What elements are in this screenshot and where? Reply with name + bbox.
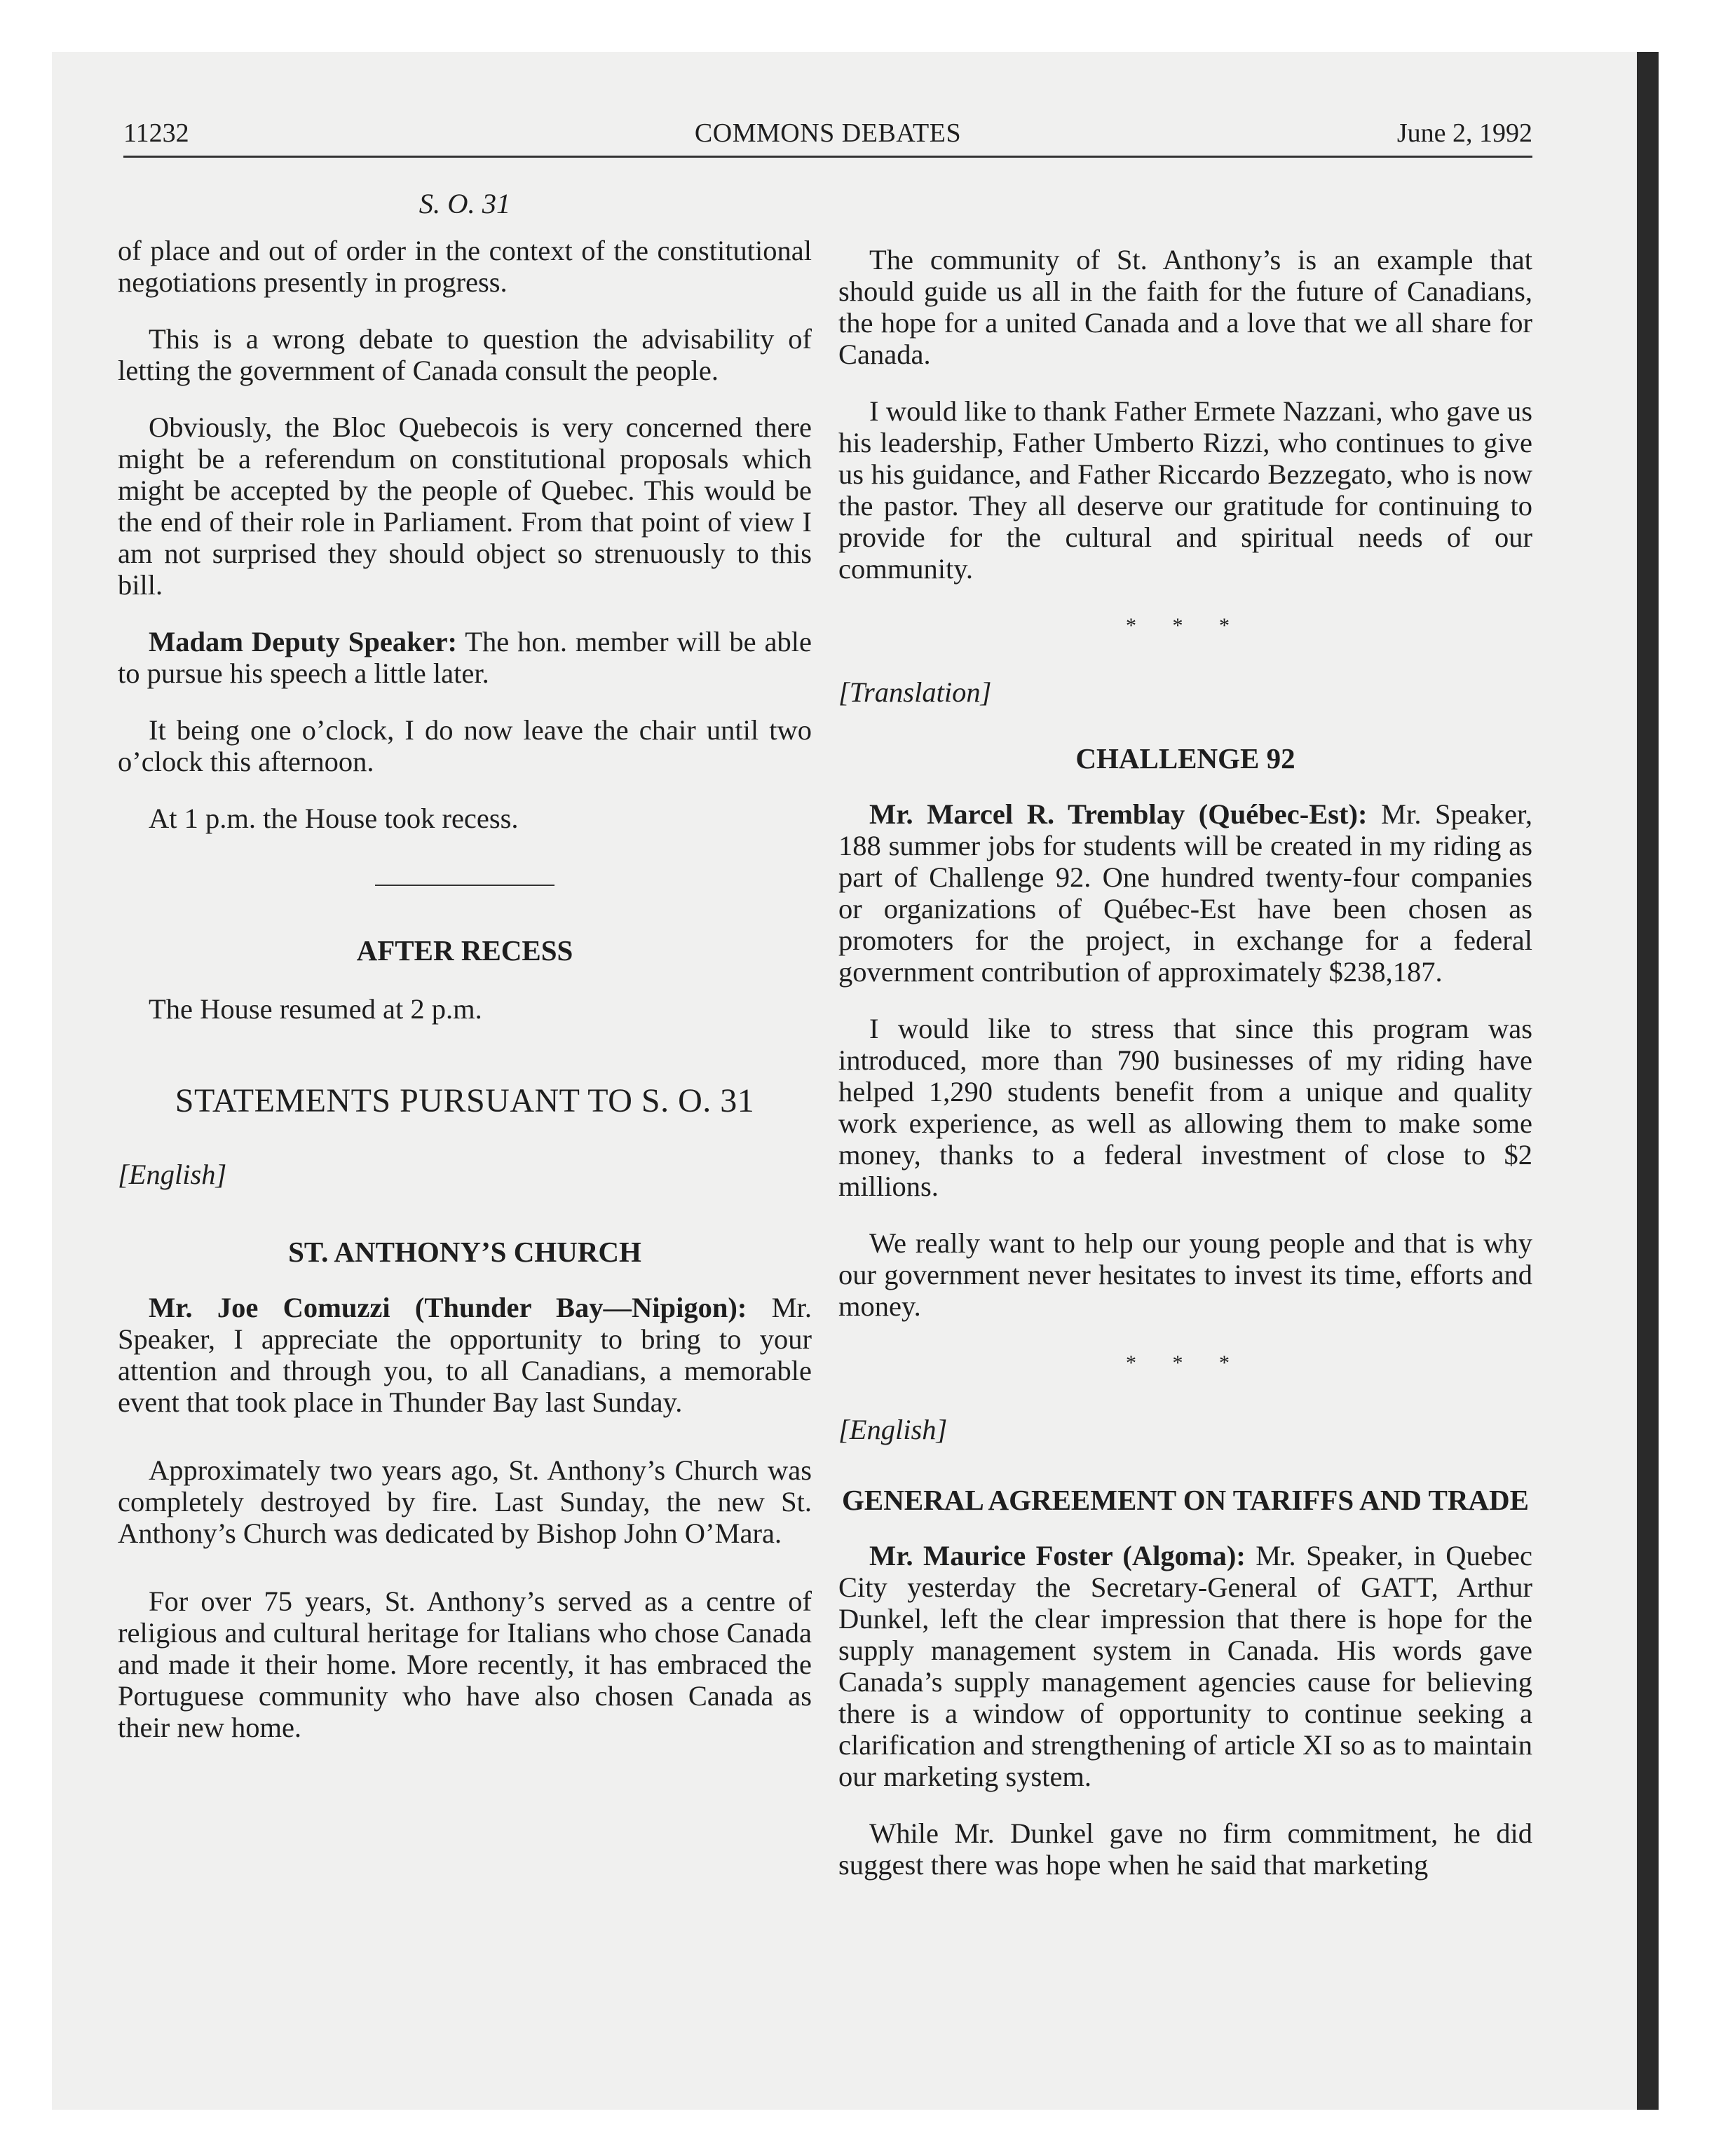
standing-order-label: S. O. 31 bbox=[419, 188, 511, 219]
publication-title: COMMONS DEBATES bbox=[694, 118, 962, 148]
speech-text: Mr. Speaker, 188 summer jobs for students will be created in my riding as part of Challenge 92. One hundred twenty-four companies or organizations of Québec-Est have been chosen as promoters for the project, in exchange for a federal government contribution of approximately $238,187. bbox=[838, 798, 1532, 988]
paragraph: Obviously, the Bloc Quebecois is very concerned there might be a referendum on constitutional proposals which might be accepted by the people of Quebec. This would be the end of their role in Parliament. From that point of view I am not surprised they should object so strenuously to this bill. bbox=[118, 411, 812, 601]
language-tag: [English] bbox=[118, 1159, 227, 1190]
speaker-name: Mr. Joe Comuzzi (Thunder Bay—Nipigon): bbox=[149, 1292, 747, 1323]
gatt-heading: GENERAL AGREEMENT ON TARIFFS AND TRADE bbox=[841, 1484, 1530, 1516]
left-column bbox=[118, 188, 812, 1768]
page-header bbox=[123, 118, 1532, 153]
paragraph: I would like to thank Father Ermete Nazzani, who gave us his leadership, Father Umberto Rizzi, who continues to give us his guidance, and Father Riccardo Bezzegato, who is now the pastor. They all deserve our gratitude for continuing to provide for the cultural and spiritual needs of our community. bbox=[838, 395, 1532, 585]
language-tag: [Translation] bbox=[838, 676, 992, 708]
paragraph bbox=[118, 1292, 812, 1418]
paragraph: We really want to help our young people and that is why our government never hesitates to invest its time, efforts and money. bbox=[838, 1227, 1532, 1322]
language-tag: [English] bbox=[838, 1414, 948, 1445]
paragraph: The House resumed at 2 p.m. bbox=[149, 993, 482, 1025]
paragraph bbox=[118, 626, 812, 689]
paragraph: It being one o’clock, I do now leave the chair until two o’clock this afternoon. bbox=[118, 714, 812, 777]
publication-date: June 2, 1992 bbox=[1396, 118, 1532, 148]
paragraph: of place and out of order in the context of the constitutional negotiations presently in progress. bbox=[118, 235, 812, 298]
header-rule bbox=[123, 156, 1532, 158]
paragraph: The community of St. Anthony’s is an example that should guide us all in the faith for the future of Canadians, the hope for a united Canada and a love that we all share for Canada. bbox=[838, 244, 1532, 370]
speech-text: Mr. Speaker, I appreciate the opportunity to bring to your attention and through you, to all Canadians, a memorable event that took place in Thunder Bay last Sunday. bbox=[118, 1292, 812, 1418]
speaker-name: Madam Deputy Speaker: bbox=[149, 626, 458, 657]
statements-heading: STATEMENTS PURSUANT TO S. O. 31 bbox=[175, 1082, 755, 1119]
speaker-name: Mr. Marcel R. Tremblay (Québec-Est): bbox=[869, 798, 1368, 830]
after-recess-heading: AFTER RECESS bbox=[356, 934, 573, 967]
paragraph bbox=[838, 1540, 1532, 1792]
speech-text: The hon. member will be able to pursue his speech a little later. bbox=[118, 626, 812, 689]
section-divider bbox=[375, 885, 554, 886]
challenge-heading: CHALLENGE 92 bbox=[1075, 742, 1295, 775]
speaker-name: Mr. Maurice Foster (Algoma): bbox=[869, 1540, 1246, 1571]
paragraph: Approximately two years ago, St. Anthony’s Church was completely destroyed by fire. Last Sunday, the new St. Anthony’s Church was dedicated by Bishop John O’Mara. bbox=[118, 1454, 812, 1549]
paragraph bbox=[838, 798, 1532, 988]
section-separator: * * * bbox=[1126, 614, 1245, 637]
scan-edge-bar bbox=[1637, 52, 1659, 2110]
paragraph: At 1 p.m. the House took recess. bbox=[149, 803, 519, 834]
section-separator: * * * bbox=[1126, 1351, 1245, 1374]
right-column bbox=[838, 188, 1532, 1906]
paragraph: This is a wrong debate to question the advisability of letting the government of Canada consult the people. bbox=[118, 323, 812, 386]
page-number: 11232 bbox=[123, 118, 189, 148]
paragraph: For over 75 years, St. Anthony’s served as a centre of religious and cultural heritage for Italians who chose Canada and made it their home. More recently, it has embraced the Portuguese community who have also chosen Canada as their new home. bbox=[118, 1585, 812, 1743]
paragraph: I would like to stress that since this program was introduced, more than 790 businesses of my riding have helped 1,290 students benefit from a unique and quality work experience, as well as allowing them to make some money, thanks to a federal investment of close to $2 millions. bbox=[838, 1013, 1532, 1202]
church-heading: ST. ANTHONY’S CHURCH bbox=[288, 1236, 641, 1268]
speech-text: Mr. Speaker, in Quebec City yesterday the Secretary-General of GATT, Arthur Dunkel, left the clear impression that there is hope for the supply management system in Canada. His words gave Canada’s supply management agencies cause for believing there is a window of opportunity to continue seeking a clarification and strengthening of article XI so as to maintain our marketing system. bbox=[838, 1540, 1532, 1792]
paragraph: While Mr. Dunkel gave no firm commitment, he did suggest there was hope when he said that marketing bbox=[838, 1817, 1532, 1881]
